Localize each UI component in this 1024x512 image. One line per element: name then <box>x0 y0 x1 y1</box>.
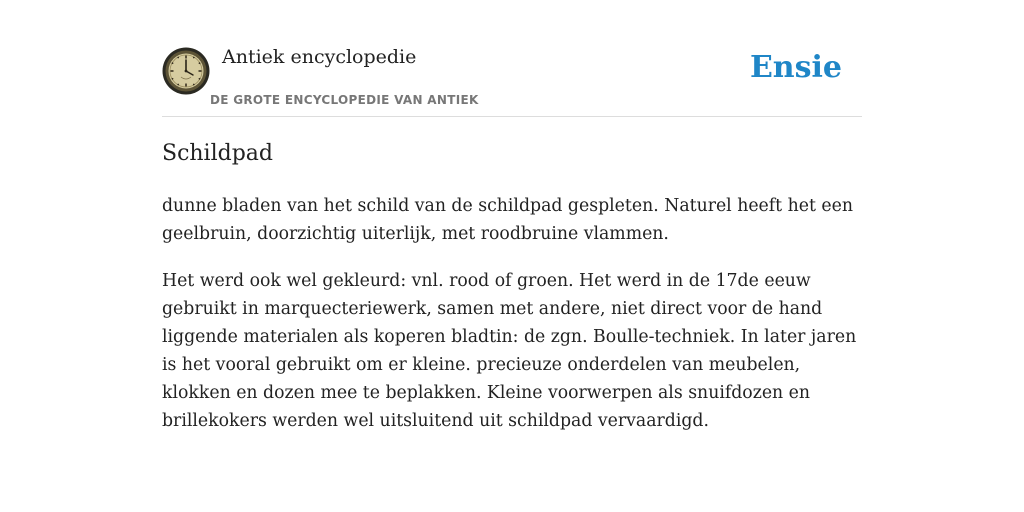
entry-paragraph: Het werd ook wel gekleurd: vnl. rood of groen. Het werd in de 17de eeuw gebruikt in marquecteriewerk, samen met andere, niet direct voor de hand liggende materialen als koperen bladtin: de zgn. Boulle-techniek. In later jaren is het vooral gebruikt om er kleine. precieuze onderdelen van meubelen, klokken en dozen mee te beplakken. Kleine voorwerpen als snuifdozen en brillekokers werden wel uitsluitend uit schildpad vervaardigd. <box>162 271 857 431</box>
brand-logo-link[interactable]: Ensie <box>749 50 842 85</box>
clock-icon[interactable] <box>162 47 210 95</box>
entry-content <box>162 138 862 435</box>
entry-title: Schildpad <box>162 141 273 166</box>
site-subtitle: DE GROTE ENCYCLOPEDIE VAN ANTIEK <box>210 93 479 107</box>
site-title[interactable]: Antiek encyclopedie <box>222 46 417 68</box>
site-header <box>162 44 862 117</box>
entry-paragraph: dunne bladen van het schild van de schildpad gespleten. Naturel heeft het een geelbruin, doorzichtig uiterlijk, met roodbruine vlammen. <box>162 196 853 244</box>
